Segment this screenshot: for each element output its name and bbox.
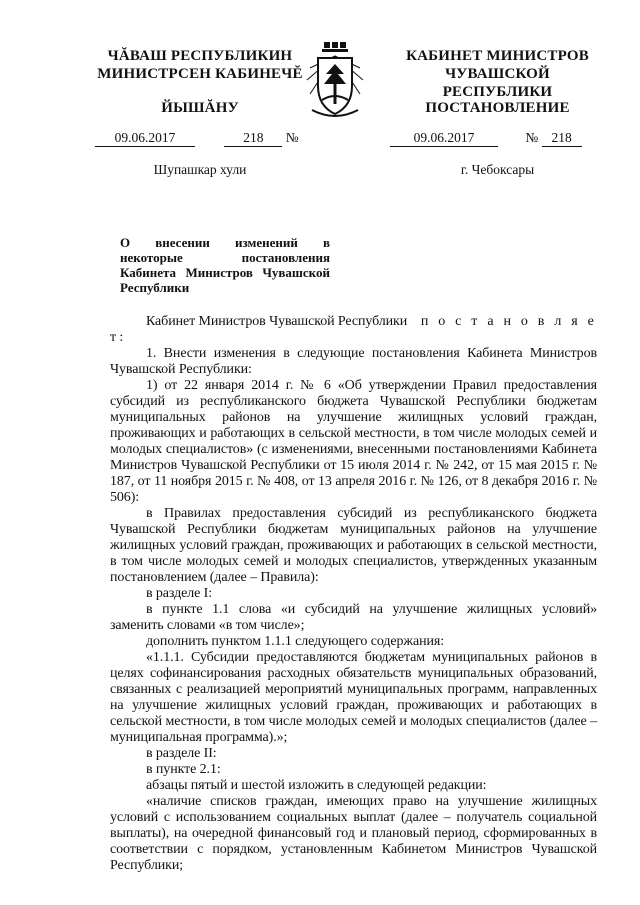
paragraph-9: в пункте 2.1: [146, 762, 221, 777]
number-sign: № [285, 130, 299, 145]
date-field: 09.06.2017 [95, 130, 195, 147]
paragraph-7: «1.1.1. Субсидии предоставляются бюджетам муниципальных районов в целях софинансирования расходных обязательств муниципальных образований, связанных с реализацией мероприятий муниципальных программ, направленных на улучшение жилищных условий граждан, проживающих и работающих в сельской местности, в том числе молодых семей и молодых специалистов (далее – муниципальная программа).»; [110, 650, 597, 745]
intro-paragraph [110, 314, 597, 346]
paragraph-2: 1) от 22 января 2014 г. № 6 «Об утверждении Правил предоставления субсидий из республиканского бюджета Чувашской Республики бюджетам муниципальных районов на улучшение жилищных условий граждан, проживающих и работающих в сельской местности, в том числе молодых семей и молодых специалистов» (с изменениями, внесенными постановлениями Кабинета Министров Чувашской Республики от 15 июля 2014 г. № 242, от 15 мая 2015 г. № 187, от 11 ноября 2015 г. № 408, от 13 апреля 2016 г. № 126, от 8 декабря 2016 г. № 506): [110, 378, 597, 505]
paragraph-4: в разделе I: [146, 586, 212, 601]
coat-of-arms-icon [302, 40, 368, 120]
paragraph-1: 1. Внести изменения в следующие постановления Кабинета Министров Чувашской Республики: [110, 346, 597, 377]
number-sign: № [525, 130, 539, 145]
date-field: 09.06.2017 [390, 130, 498, 147]
issuer-line-2: ЧУВАШСКОЙ РЕСПУБЛИКИ [442, 66, 553, 100]
doc-type-chuvash: ЙЫШĂНУ [161, 100, 239, 116]
paragraph-6: дополнить пунктом 1.1.1 следующего содержания: [146, 634, 444, 649]
issuer-name-russian [390, 47, 605, 101]
date-number-row-left [95, 130, 299, 147]
intro-issuer: Кабинет Министров Чувашской Республики [146, 314, 408, 329]
document-body [110, 314, 597, 874]
document-subject: О внесении изменений в некоторые постановления Кабинета Министров Чувашской Республики [120, 235, 330, 295]
issuer-line-1: КАБИНЕТ МИНИСТРОВ [406, 48, 589, 64]
paragraph-5: в пункте 1.1 слова «и субсидий на улучшение жилищных условий» заменить словами «в том числе»; [110, 602, 597, 633]
date-number-row-right [390, 130, 582, 147]
issuer-line-2: МИНИСТРСЕН КАБИНЕЧĔ [97, 66, 303, 82]
doc-type-russian: ПОСТАНОВЛЕНИЕ [425, 100, 570, 116]
city-russian: г. Чебоксары [460, 162, 535, 177]
issuer-line-1: ЧĂВАШ РЕСПУБЛИКИН [107, 48, 293, 64]
paragraph-8: в разделе II: [146, 746, 217, 761]
intro-verb: п о с т а н о в л я е т: [110, 314, 598, 345]
paragraph-10: абзацы пятый и шестой изложить в следующей редакции: [146, 778, 487, 793]
number-field: 218 [224, 130, 282, 147]
number-field: 218 [542, 130, 582, 147]
paragraph-11: «наличие списков граждан, имеющих право на улучшение жилищных условий с использованием социальных выплат (далее – получатель социальной выплаты), на очередной финансовый год и плановый период, сформированных в соответствии с порядком, установленным Кабинетом Министров Чувашской Республики; [110, 794, 597, 873]
city-chuvash: Шупашкар хули [153, 162, 247, 177]
paragraph-3: в Правилах предоставления субсидий из республиканского бюджета Чувашской Республики бюджетам муниципальных районов на улучшение жилищных условий граждан, проживающих и работающих в сельской местности, в том числе молодых семей и молодых специалистов, утвержденных указанным постановлением (далее – Правила): [110, 506, 597, 585]
coat-of-arms-emblem [302, 40, 368, 120]
issuer-name-chuvash [95, 47, 305, 83]
